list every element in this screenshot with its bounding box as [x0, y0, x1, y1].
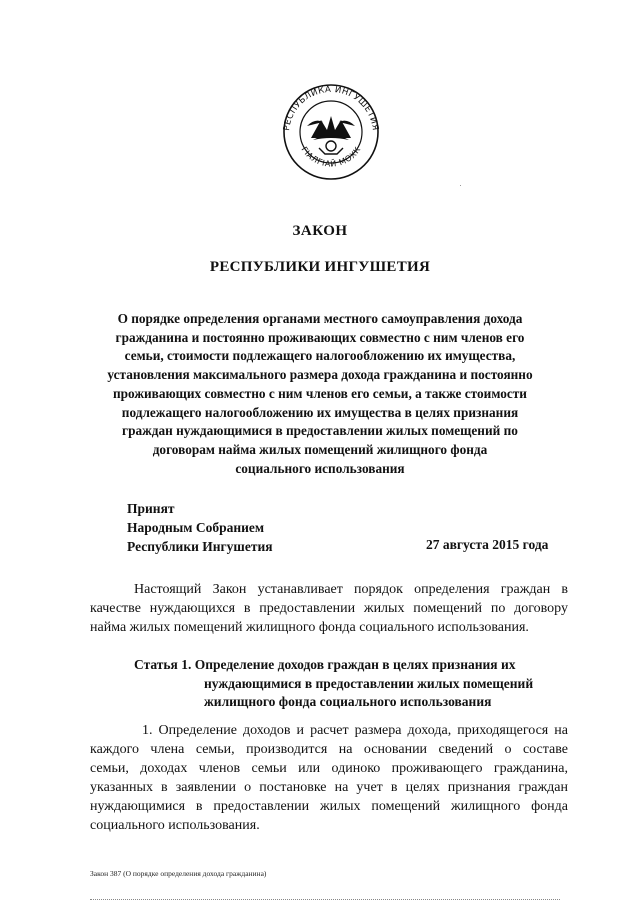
paragraph-line: каждого члена семьи, производится на основании сведений о составе: [90, 742, 568, 757]
article-1-paragraph-1: [90, 721, 568, 835]
intro-line: качестве нуждающихся в предоставлении жилых помещений по договору: [90, 601, 568, 616]
adoption-line: Принят: [127, 501, 175, 516]
law-title: [92, 310, 548, 478]
adoption-line: Республики Ингушетия: [127, 539, 273, 554]
intro-line: Настоящий Закон устанавливает порядок определения граждан в: [134, 582, 568, 597]
adoption-block: [127, 499, 273, 556]
footer-note: Закон 387 (О порядке определения дохода гражданина): [90, 869, 267, 878]
adoption-date: 27 августа 2015 года: [426, 537, 549, 552]
article-1-heading: [134, 656, 580, 712]
paragraph-line: указанных в заявлении о постановке на учет в целях признания граждан: [90, 780, 568, 795]
law-title-line: договорам найма жилых помещений жилищного фонда: [152, 441, 488, 457]
law-title-line: социального использования: [235, 460, 405, 476]
article-heading-line: жилищного фонда социального использования: [204, 694, 492, 709]
law-title-line: установления максимального размера дохода гражданина и постоянно: [107, 367, 533, 383]
law-title-line: подлежащего налогообложению их имущества в целях признания: [121, 404, 519, 420]
law-title-line: граждан нуждающимися в предоставлении жилых помещений по: [122, 423, 518, 439]
intro-line: найма жилых помещений жилищного фонда социального использования.: [90, 620, 529, 635]
article-heading-line: нуждающимися в предоставлении жилых помещений: [204, 675, 534, 691]
paragraph-line: нуждающимися в предоставлении жилых помещений жилищного фонда: [90, 799, 568, 814]
emblem-text-top: РЕСПУБЛИКА ИНГУШЕТИЯ: [282, 84, 380, 132]
svg-text:ГIАЛГIАЙ МОХК: [299, 145, 362, 169]
article-heading-line: Статья 1. Определение доходов граждан в целях признания их: [134, 657, 516, 672]
scan-artifact-line: [90, 899, 560, 902]
emblem-text-bottom: ГIАЛГIАЙ МОХК: [299, 145, 363, 169]
law-title-line: семьи, стоимости подлежащего налогообложению их имущества,: [124, 348, 516, 364]
paragraph-line: семьи, доходах членов семьи или одиноко проживающего гражданина,: [90, 761, 568, 776]
law-title-line: О порядке определения органами местного самоуправления дохода: [117, 311, 523, 326]
paragraph-line: 1. Определение доходов и расчет размера дохода, приходящегося на: [142, 723, 568, 738]
coat-of-arms-icon: [277, 82, 385, 182]
paragraph-line: социального использования.: [90, 818, 260, 833]
law-title-line: проживающих совместно с ним членов его семьи, а также стоимости: [113, 385, 527, 401]
document-type-heading: ЗАКОН: [292, 223, 348, 239]
adoption-line: Народным Собранием: [127, 520, 265, 535]
republic-heading: РЕСПУБЛИКИ ИНГУШЕТИЯ: [209, 259, 431, 275]
scan-artifact: [460, 185, 461, 186]
law-title-line: гражданина и постоянно проживающих совместно с ним членов его: [115, 329, 525, 345]
intro-paragraph: [90, 580, 568, 637]
